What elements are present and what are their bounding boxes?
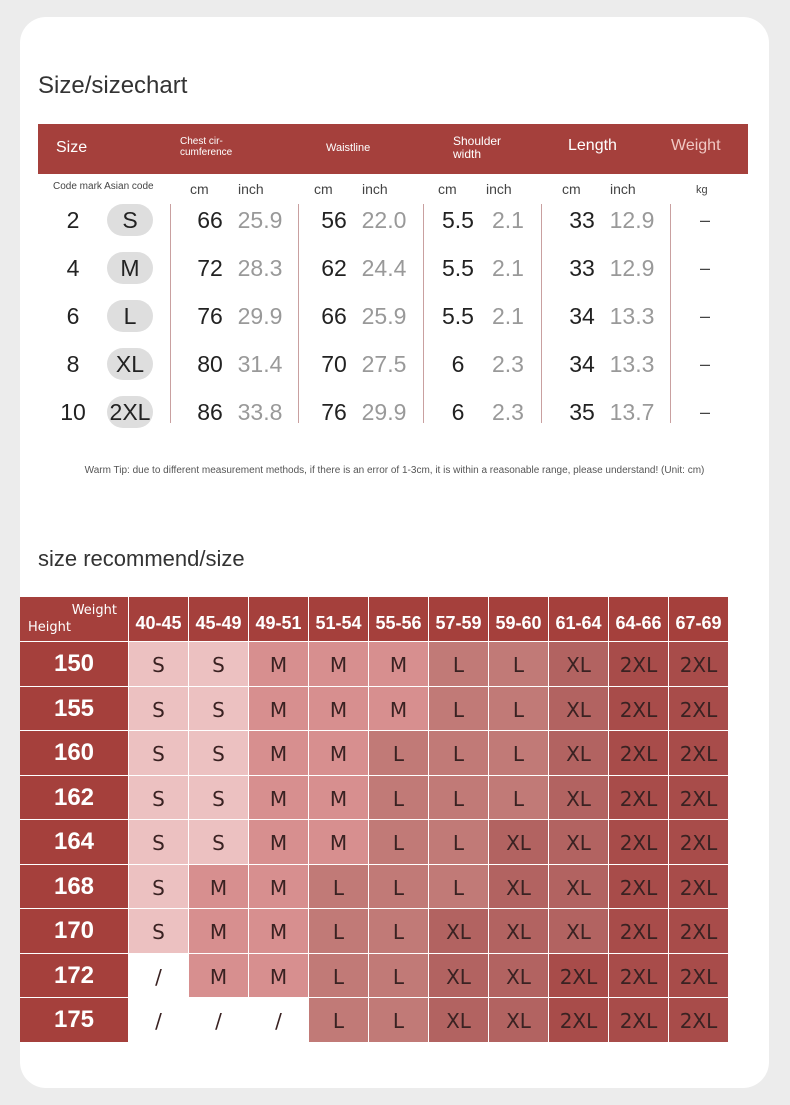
unit-cm: cm <box>190 181 209 197</box>
waist-in-value: 27.5 <box>361 351 407 377</box>
size-cell: 2XL <box>669 687 729 732</box>
size-cell: 2XL <box>609 998 669 1043</box>
chest-in-value: 33.8 <box>237 399 283 425</box>
weight-value: – <box>699 258 710 278</box>
weight-header: 45-49 <box>189 597 249 642</box>
height-label: 162 <box>20 776 129 821</box>
size-cell: S <box>129 731 189 776</box>
shoulder-cm-value: 5.5 <box>442 207 474 233</box>
size-cell: L <box>429 642 489 687</box>
weight-header: 57-59 <box>429 597 489 642</box>
size-cell: 2XL <box>609 909 669 954</box>
size-cell: L <box>369 954 429 999</box>
weight-value: – <box>699 306 710 326</box>
size-cell: S <box>189 820 249 865</box>
size-cell: M <box>309 820 369 865</box>
size-cell: L <box>369 820 429 865</box>
size-code: 10 <box>60 399 86 425</box>
height-label: 172 <box>20 954 129 999</box>
size-cell: 2XL <box>669 909 729 954</box>
size-cell: L <box>489 687 549 732</box>
header-chest: Chest cir-cumference <box>180 136 233 158</box>
size-cell: L <box>429 820 489 865</box>
size-cell: XL <box>549 687 609 732</box>
header-size: Size <box>56 139 88 156</box>
weight-header: 51-54 <box>309 597 369 642</box>
unit-kg: kg <box>696 184 708 196</box>
size-cell: XL <box>429 909 489 954</box>
shoulder-in-value: 2.1 <box>492 207 524 233</box>
size-cell: L <box>309 909 369 954</box>
shoulder-cm-value: 5.5 <box>442 303 474 329</box>
size-row <box>38 200 748 240</box>
unit-code-mark: Code mark Asian code <box>53 181 154 192</box>
size-cell: 2XL <box>609 865 669 910</box>
size-cell: 2XL <box>669 865 729 910</box>
size-cell: 2XL <box>609 731 669 776</box>
size-cell: 2XL <box>549 998 609 1043</box>
size-cell: M <box>249 820 309 865</box>
size-cell: XL <box>489 909 549 954</box>
size-cell: L <box>429 731 489 776</box>
size-cell: 2XL <box>609 642 669 687</box>
weight-header: 40-45 <box>129 597 189 642</box>
shoulder-in-value: 2.3 <box>492 399 524 425</box>
size-cell: S <box>129 687 189 732</box>
waist-in-value: 24.4 <box>361 255 407 281</box>
weight-header-overflow: 9-7 <box>745 613 770 632</box>
size-cell: S <box>189 776 249 821</box>
shoulder-cm-value: 5.5 <box>442 255 474 281</box>
size-row <box>38 296 748 336</box>
height-label: 175 <box>20 998 129 1043</box>
weight-header: 55-56 <box>369 597 429 642</box>
chest-cm-value: 72 <box>197 255 223 281</box>
units-row <box>38 181 748 199</box>
size-cell: XL <box>429 954 489 999</box>
table-corner <box>20 597 129 642</box>
size-chart-header <box>38 124 748 174</box>
size-cell: 2XL <box>669 776 729 821</box>
size-cell: S <box>189 642 249 687</box>
size-cell: 2XL <box>609 954 669 999</box>
weight-value: – <box>699 402 710 422</box>
length-in-value: 13.7 <box>609 399 655 425</box>
size-cell: L <box>369 909 429 954</box>
height-label: 150 <box>20 642 129 687</box>
size-code: 4 <box>66 255 80 281</box>
height-label: 168 <box>20 865 129 910</box>
shoulder-in-value: 2.3 <box>492 351 524 377</box>
size-row <box>38 248 748 288</box>
size-code: 2 <box>66 207 80 233</box>
chest-in-value: 31.4 <box>237 351 283 377</box>
asian-size-badge: S <box>107 204 153 236</box>
waist-in-value: 25.9 <box>361 303 407 329</box>
size-cell: M <box>309 731 369 776</box>
size-chart-title: Size/sizechart <box>38 72 188 99</box>
shoulder-in-value: 2.1 <box>492 255 524 281</box>
size-cell: L <box>369 731 429 776</box>
size-cell: L <box>369 776 429 821</box>
shoulder-in-value: 2.1 <box>492 303 524 329</box>
size-cell: L <box>369 998 429 1043</box>
length-in-value: 12.9 <box>609 207 655 233</box>
size-cell: L <box>369 865 429 910</box>
size-cell: M <box>249 865 309 910</box>
size-cell: 2XL <box>609 776 669 821</box>
size-cell: XL <box>549 731 609 776</box>
length-cm-value: 34 <box>569 303 595 329</box>
height-label: 170 <box>20 909 129 954</box>
length-cm-value: 33 <box>569 255 595 281</box>
size-recommend-title: size recommend/size <box>38 546 245 571</box>
corner-height-label: Height <box>28 620 71 635</box>
shoulder-cm-value: 6 <box>451 351 465 377</box>
size-cell: S <box>129 865 189 910</box>
size-cell: / <box>129 954 189 999</box>
size-cell: XL <box>489 820 549 865</box>
chest-in-value: 25.9 <box>237 207 283 233</box>
weight-header: 59-60 <box>489 597 549 642</box>
asian-size-badge: M <box>107 252 153 284</box>
size-cell: L <box>429 865 489 910</box>
size-cell: XL <box>549 776 609 821</box>
chest-cm-value: 76 <box>197 303 223 329</box>
size-cell: XL <box>549 820 609 865</box>
size-cell: S <box>129 642 189 687</box>
waist-cm-value: 70 <box>321 351 347 377</box>
size-cell: M <box>249 776 309 821</box>
asian-size-badge: L <box>107 300 153 332</box>
asian-size-badge: 2XL <box>107 396 153 428</box>
size-cell: / <box>249 998 309 1043</box>
size-cell: S <box>189 731 249 776</box>
unit-inch: inch <box>486 181 512 197</box>
size-cell: M <box>189 865 249 910</box>
size-cell: 2XL <box>669 998 729 1043</box>
size-cell: M <box>309 642 369 687</box>
length-cm-value: 34 <box>569 351 595 377</box>
size-cell: M <box>369 687 429 732</box>
size-cell: XL <box>549 909 609 954</box>
size-row <box>38 344 748 384</box>
length-in-value: 12.9 <box>609 255 655 281</box>
size-cell: L <box>429 687 489 732</box>
size-cell: 2XL <box>609 820 669 865</box>
size-cell: M <box>309 687 369 732</box>
size-cell: S <box>129 776 189 821</box>
waist-cm-value: 76 <box>321 399 347 425</box>
weight-header: 64-66 <box>609 597 669 642</box>
header-weight: Weight <box>671 137 721 154</box>
size-cell: 2XL <box>669 731 729 776</box>
length-cm-value: 33 <box>569 207 595 233</box>
header-waistline: Waistline <box>326 142 371 154</box>
waist-cm-value: 56 <box>321 207 347 233</box>
size-cell: L <box>309 865 369 910</box>
chest-cm-value: 86 <box>197 399 223 425</box>
size-cell: S <box>129 909 189 954</box>
size-cell: 2XL <box>669 820 729 865</box>
weight-header: 61-64 <box>549 597 609 642</box>
height-label: 155 <box>20 687 129 732</box>
size-cell: 2XL <box>549 954 609 999</box>
chest-cm-value: 80 <box>197 351 223 377</box>
height-label: 164 <box>20 820 129 865</box>
size-code: 8 <box>66 351 80 377</box>
size-code: 6 <box>66 303 80 329</box>
warm-tip: Warm Tip: due to different measurement methods, if there is an error of 1-3cm, it is within a reasonable range, please understand! (Unit: cm) <box>84 465 705 476</box>
size-cell: XL <box>489 865 549 910</box>
height-label: 160 <box>20 731 129 776</box>
size-cell: S <box>129 820 189 865</box>
size-cell: XL <box>549 865 609 910</box>
shoulder-cm-value: 6 <box>451 399 465 425</box>
size-cell: 2XL <box>609 687 669 732</box>
chest-in-value: 28.3 <box>237 255 283 281</box>
size-cell: L <box>489 642 549 687</box>
corner-weight-label: Weight <box>71 603 117 618</box>
length-cm-value: 35 <box>569 399 595 425</box>
weight-header: 67-69 <box>669 597 729 642</box>
unit-cm: cm <box>562 181 581 197</box>
size-row <box>38 392 748 432</box>
unit-cm: cm <box>314 181 333 197</box>
size-cell: XL <box>429 998 489 1043</box>
size-cell: / <box>189 998 249 1043</box>
size-cell: M <box>309 776 369 821</box>
waist-in-value: 29.9 <box>361 399 407 425</box>
size-cell: L <box>489 776 549 821</box>
weight-header: 49-51 <box>249 597 309 642</box>
size-cell: M <box>369 642 429 687</box>
waist-cm-value: 62 <box>321 255 347 281</box>
weight-value: – <box>699 210 710 230</box>
size-cell: XL <box>489 998 549 1043</box>
size-cell: M <box>249 731 309 776</box>
size-cell: S <box>189 687 249 732</box>
waist-in-value: 22.0 <box>361 207 407 233</box>
size-cell: L <box>489 731 549 776</box>
size-cell: XL <box>549 642 609 687</box>
unit-inch: inch <box>362 181 388 197</box>
size-cell: XL <box>489 954 549 999</box>
size-cell: M <box>249 687 309 732</box>
chest-cm-value: 66 <box>197 207 223 233</box>
size-cell: L <box>309 998 369 1043</box>
header-length: Length <box>568 137 617 154</box>
size-cell: M <box>249 642 309 687</box>
waist-cm-value: 66 <box>321 303 347 329</box>
size-cell: L <box>309 954 369 999</box>
size-cell: 2XL <box>669 642 729 687</box>
size-cell: M <box>249 954 309 999</box>
unit-inch: inch <box>238 181 264 197</box>
header-shoulder-width: Shoulder width <box>453 134 502 161</box>
chest-in-value: 29.9 <box>237 303 283 329</box>
unit-cm: cm <box>438 181 457 197</box>
length-in-value: 13.3 <box>609 351 655 377</box>
weight-value: – <box>699 354 710 374</box>
asian-size-badge: XL <box>107 348 153 380</box>
length-in-value: 13.3 <box>609 303 655 329</box>
size-cell: M <box>249 909 309 954</box>
unit-inch: inch <box>610 181 636 197</box>
size-cell: M <box>189 954 249 999</box>
size-cell: / <box>129 998 189 1043</box>
size-cell: L <box>429 776 489 821</box>
size-cell: M <box>189 909 249 954</box>
size-cell: 2XL <box>669 954 729 999</box>
